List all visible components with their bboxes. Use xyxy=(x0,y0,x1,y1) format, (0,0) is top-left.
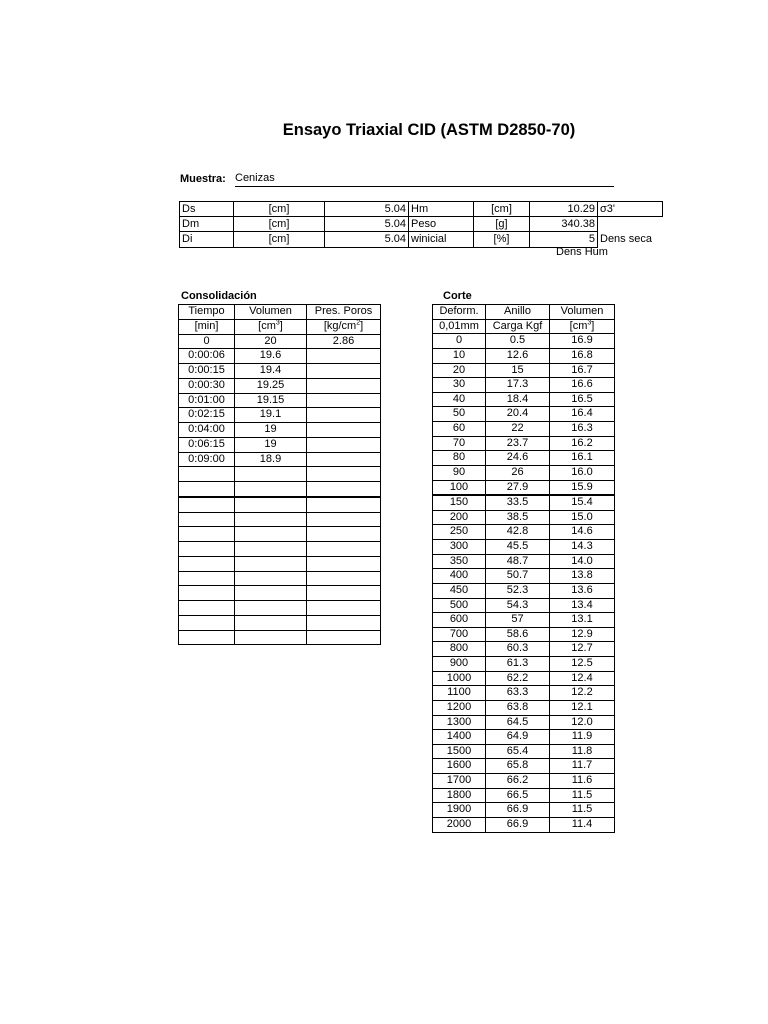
consolidacion-header-row xyxy=(179,305,381,320)
consolidacion-cell xyxy=(179,482,235,497)
corte-cell: 200 xyxy=(433,510,486,525)
corte-cell: 16.0 xyxy=(550,465,615,480)
consolidacion-cell xyxy=(307,364,381,379)
table-row xyxy=(433,540,615,555)
params-row xyxy=(180,202,663,217)
consolidacion-unit-cell: $[cm^3]$ xyxy=(235,319,307,334)
table-row xyxy=(433,744,615,759)
corte-cell: 600 xyxy=(433,613,486,628)
corte-cell: 24.6 xyxy=(486,451,550,466)
corte-cell: 12.5 xyxy=(550,657,615,672)
params-cell: [cm] xyxy=(234,217,325,232)
corte-cell: 52.3 xyxy=(486,583,550,598)
table-row xyxy=(179,512,381,527)
consolidacion-cell xyxy=(179,497,235,512)
corte-cell: 12.7 xyxy=(550,642,615,657)
consolidacion-cell xyxy=(307,393,381,408)
consolidacion-cell: 19.1 xyxy=(235,408,307,423)
params-cell: 5.04 xyxy=(325,202,409,217)
table-row xyxy=(179,630,381,645)
params-cell: [cm] xyxy=(234,202,325,217)
table-row xyxy=(433,465,615,480)
params-cell: Hm xyxy=(409,202,474,217)
corte-cell: 12.9 xyxy=(550,627,615,642)
table-row xyxy=(433,422,615,437)
corte-cell: 15.4 xyxy=(550,495,615,510)
params-cell: Dm xyxy=(180,217,234,232)
corte-cell: 400 xyxy=(433,569,486,584)
corte-cell: 60 xyxy=(433,422,486,437)
table-row xyxy=(433,583,615,598)
table-row xyxy=(179,334,381,349)
corte-cell: 1800 xyxy=(433,788,486,803)
params-row xyxy=(180,232,663,247)
corte-unit-cell: Carga Kgf xyxy=(486,319,550,334)
table-row xyxy=(433,700,615,715)
consolidacion-cell xyxy=(307,349,381,364)
corte-cell: 23.7 xyxy=(486,436,550,451)
dens-hum-label: Dens Hum xyxy=(556,246,608,258)
corte-cell: 45.5 xyxy=(486,540,550,555)
corte-cell: 450 xyxy=(433,583,486,598)
table-row xyxy=(179,452,381,467)
corte-cell: 16.7 xyxy=(550,363,615,378)
consolidacion-cell xyxy=(179,601,235,616)
consolidacion-cell xyxy=(179,586,235,601)
consolidacion-cell xyxy=(235,542,307,557)
corte-cell: 16.8 xyxy=(550,348,615,363)
consolidacion-cell xyxy=(307,423,381,438)
table-row xyxy=(433,671,615,686)
table-row xyxy=(179,615,381,630)
consolidacion-cell: 0:02:15 xyxy=(179,408,235,423)
table-row xyxy=(179,601,381,616)
corte-cell: 11.6 xyxy=(550,774,615,789)
consolidacion-cell xyxy=(179,467,235,482)
consolidacion-cell: 0:00:06 xyxy=(179,349,235,364)
corte-cell: 16.5 xyxy=(550,392,615,407)
corte-cell: 0.5 xyxy=(486,334,550,349)
consolidacion-cell xyxy=(179,512,235,527)
corte-cell: 11.9 xyxy=(550,730,615,745)
corte-cell: 20 xyxy=(433,363,486,378)
consolidacion-cell: 18.9 xyxy=(235,452,307,467)
corte-cell: 63.3 xyxy=(486,686,550,701)
consolidacion-cell xyxy=(179,630,235,645)
corte-cell: 1700 xyxy=(433,774,486,789)
consolidacion-cell: 19 xyxy=(235,437,307,452)
corte-cell: 15 xyxy=(486,363,550,378)
corte-cell: 1600 xyxy=(433,759,486,774)
table-row xyxy=(433,817,615,832)
params-cell xyxy=(598,217,663,232)
corte-cell: 65.8 xyxy=(486,759,550,774)
table-row xyxy=(433,803,615,818)
consolidacion-cell xyxy=(179,556,235,571)
corte-cell: 16.1 xyxy=(550,451,615,466)
corte-unit-cell: $[cm^3]$ xyxy=(550,319,615,334)
corte-cell: 0 xyxy=(433,334,486,349)
corte-cell: 800 xyxy=(433,642,486,657)
table-row xyxy=(179,364,381,379)
corte-cell: 65.4 xyxy=(486,744,550,759)
corte-cell: 66.5 xyxy=(486,788,550,803)
table-row xyxy=(433,657,615,672)
corte-cell: 11.7 xyxy=(550,759,615,774)
corte-units-row xyxy=(433,319,615,334)
corte-cell: 66.9 xyxy=(486,803,550,818)
page-title: Ensayo Triaxial CID (ASTM D2850-70) xyxy=(282,121,576,139)
table-row xyxy=(179,586,381,601)
table-row xyxy=(179,378,381,393)
corte-cell: 11.8 xyxy=(550,744,615,759)
table-row xyxy=(179,497,381,512)
consolidacion-cell: 0:09:00 xyxy=(179,452,235,467)
consolidacion-cell xyxy=(235,497,307,512)
corte-cell: 16.3 xyxy=(550,422,615,437)
consolidacion-cell: 19.6 xyxy=(235,349,307,364)
corte-cell: 10 xyxy=(433,348,486,363)
corte-cell: 27.9 xyxy=(486,480,550,495)
table-row xyxy=(433,495,615,510)
consolidacion-cell xyxy=(307,571,381,586)
table-row xyxy=(433,598,615,613)
table-row xyxy=(433,554,615,569)
consolidacion-cell: 0:06:15 xyxy=(179,437,235,452)
consolidacion-cell xyxy=(235,615,307,630)
table-row xyxy=(179,423,381,438)
corte-cell: 13.6 xyxy=(550,583,615,598)
consolidacion-cell xyxy=(307,512,381,527)
table-row xyxy=(433,613,615,628)
table-row xyxy=(433,334,615,349)
consolidacion-cell xyxy=(307,378,381,393)
params-cell: 5 xyxy=(530,232,598,247)
table-row xyxy=(433,642,615,657)
corte-cell: 350 xyxy=(433,554,486,569)
consolidacion-cell xyxy=(179,571,235,586)
consolidacion-cell xyxy=(235,571,307,586)
corte-cell: 16.4 xyxy=(550,407,615,422)
corte-cell: 40 xyxy=(433,392,486,407)
corte-cell: 250 xyxy=(433,525,486,540)
params-cell: Ds xyxy=(180,202,234,217)
params-cell: σ3' xyxy=(598,202,663,217)
corte-title: Corte xyxy=(443,290,472,302)
consolidacion-cell xyxy=(179,615,235,630)
consolidacion-cell xyxy=(235,512,307,527)
consolidacion-cell xyxy=(307,542,381,557)
muestra-value: Cenizas xyxy=(235,172,614,187)
corte-cell: 500 xyxy=(433,598,486,613)
table-row xyxy=(433,451,615,466)
corte-cell: 14.3 xyxy=(550,540,615,555)
consolidacion-cell: 0 xyxy=(179,334,235,349)
corte-header-row xyxy=(433,305,615,320)
table-row xyxy=(433,436,615,451)
corte-cell: 30 xyxy=(433,378,486,393)
corte-header-cell: Anillo xyxy=(486,305,550,320)
corte-cell: 11.5 xyxy=(550,788,615,803)
corte-cell: 15.9 xyxy=(550,480,615,495)
table-row xyxy=(433,686,615,701)
consolidacion-cell xyxy=(235,601,307,616)
table-row xyxy=(179,527,381,542)
table-row xyxy=(179,349,381,364)
table-row xyxy=(433,392,615,407)
table-row xyxy=(433,569,615,584)
corte-cell: 13.8 xyxy=(550,569,615,584)
corte-cell: 12.1 xyxy=(550,700,615,715)
consolidacion-cell xyxy=(179,527,235,542)
corte-cell: 50.7 xyxy=(486,569,550,584)
corte-cell: 1300 xyxy=(433,715,486,730)
corte-cell: 16.6 xyxy=(550,378,615,393)
table-row xyxy=(433,363,615,378)
corte-unit-cell: 0,01mm xyxy=(433,319,486,334)
corte-cell: 66.9 xyxy=(486,817,550,832)
consolidacion-cell: 19.15 xyxy=(235,393,307,408)
table-row xyxy=(179,437,381,452)
consolidacion-cell: 20 xyxy=(235,334,307,349)
table-row xyxy=(433,759,615,774)
consolidacion-cell: 0:01:00 xyxy=(179,393,235,408)
consolidacion-cell xyxy=(307,601,381,616)
corte-cell: 17.3 xyxy=(486,378,550,393)
corte-cell: 150 xyxy=(433,495,486,510)
consolidacion-cell xyxy=(235,556,307,571)
corte-cell: 18.4 xyxy=(486,392,550,407)
corte-table xyxy=(432,304,615,833)
consolidacion-header-cell: Volumen xyxy=(235,305,307,320)
corte-cell: 62.2 xyxy=(486,671,550,686)
corte-cell: 58.6 xyxy=(486,627,550,642)
consolidacion-cell xyxy=(235,482,307,497)
params-cell: Dens seca xyxy=(600,233,652,246)
corte-cell: 11.4 xyxy=(550,817,615,832)
corte-cell: 300 xyxy=(433,540,486,555)
consolidacion-cell: 0:04:00 xyxy=(179,423,235,438)
consolidacion-cell xyxy=(307,586,381,601)
corte-cell: 12.4 xyxy=(550,671,615,686)
corte-cell: 33.5 xyxy=(486,495,550,510)
params-cell: [cm] xyxy=(474,202,530,217)
consolidacion-cell xyxy=(307,467,381,482)
corte-cell: 80 xyxy=(433,451,486,466)
corte-cell: 64.9 xyxy=(486,730,550,745)
corte-cell: 42.8 xyxy=(486,525,550,540)
params-cell: [%] xyxy=(474,232,530,247)
params-cell: Di xyxy=(180,232,234,247)
consolidacion-cell xyxy=(307,630,381,645)
params-cell: 5.04 xyxy=(325,232,409,247)
table-row xyxy=(179,556,381,571)
consolidacion-cell: 19.4 xyxy=(235,364,307,379)
consolidacion-cell: 0:00:15 xyxy=(179,364,235,379)
params-cell: 5.04 xyxy=(325,217,409,232)
consolidacion-cell: 19.25 xyxy=(235,378,307,393)
params-cell: [g] xyxy=(474,217,530,232)
corte-cell: 15.0 xyxy=(550,510,615,525)
table-row xyxy=(179,482,381,497)
corte-cell: 66.2 xyxy=(486,774,550,789)
consolidacion-header-cell: Tiempo xyxy=(179,305,235,320)
corte-cell: 64.5 xyxy=(486,715,550,730)
table-row xyxy=(433,480,615,495)
consolidacion-header-cell: Pres. Poros xyxy=(307,305,381,320)
corte-cell: 54.3 xyxy=(486,598,550,613)
corte-cell: 14.6 xyxy=(550,525,615,540)
params-cell: 340.38 xyxy=(530,217,598,232)
corte-cell: 900 xyxy=(433,657,486,672)
params-cell: winicial xyxy=(409,232,474,247)
corte-cell: 48.7 xyxy=(486,554,550,569)
consolidacion-cell xyxy=(235,527,307,542)
consolidacion-cell xyxy=(235,630,307,645)
consolidacion-units-row xyxy=(179,319,381,334)
muestra-label: Muestra: xyxy=(180,173,226,185)
consolidacion-cell xyxy=(307,437,381,452)
params-cell: [cm] xyxy=(234,232,325,247)
consolidacion-table xyxy=(178,304,381,645)
table-row xyxy=(433,627,615,642)
corte-cell: 63.8 xyxy=(486,700,550,715)
corte-cell: 1500 xyxy=(433,744,486,759)
table-row xyxy=(179,393,381,408)
table-row xyxy=(433,730,615,745)
consolidacion-cell xyxy=(179,542,235,557)
corte-cell: 12.2 xyxy=(550,686,615,701)
consolidacion-cell xyxy=(307,452,381,467)
params-row xyxy=(180,217,663,232)
table-row xyxy=(433,788,615,803)
corte-cell: 1100 xyxy=(433,686,486,701)
params-cell: Peso xyxy=(409,217,474,232)
corte-cell: 14.0 xyxy=(550,554,615,569)
consolidacion-cell xyxy=(307,556,381,571)
table-row xyxy=(433,525,615,540)
table-row xyxy=(433,510,615,525)
corte-cell: 1200 xyxy=(433,700,486,715)
corte-cell: 2000 xyxy=(433,817,486,832)
corte-cell: 11.5 xyxy=(550,803,615,818)
consolidacion-cell: 19 xyxy=(235,423,307,438)
consolidacion-unit-cell: [min] xyxy=(179,319,235,334)
corte-cell: 26 xyxy=(486,465,550,480)
consolidacion-cell xyxy=(235,586,307,601)
table-row xyxy=(433,407,615,422)
table-row xyxy=(179,408,381,423)
corte-cell: 57 xyxy=(486,613,550,628)
consolidacion-cell xyxy=(307,408,381,423)
corte-cell: 16.9 xyxy=(550,334,615,349)
table-row xyxy=(179,571,381,586)
table-row xyxy=(179,467,381,482)
corte-cell: 16.2 xyxy=(550,436,615,451)
table-row xyxy=(179,542,381,557)
consolidacion-unit-cell: $[kg/cm^2]$ xyxy=(307,319,381,334)
corte-cell: 1400 xyxy=(433,730,486,745)
table-row xyxy=(433,774,615,789)
params-table xyxy=(179,201,663,248)
consolidacion-title: Consolidación xyxy=(181,290,257,302)
corte-cell: 22 xyxy=(486,422,550,437)
corte-cell: 100 xyxy=(433,480,486,495)
consolidacion-cell xyxy=(235,467,307,482)
corte-cell: 12.0 xyxy=(550,715,615,730)
consolidacion-cell xyxy=(307,482,381,497)
consolidacion-cell xyxy=(307,615,381,630)
corte-cell: 1900 xyxy=(433,803,486,818)
table-row xyxy=(433,378,615,393)
corte-cell: 1000 xyxy=(433,671,486,686)
corte-cell: 38.5 xyxy=(486,510,550,525)
consolidacion-cell xyxy=(307,497,381,512)
corte-header-cell: Deform. xyxy=(433,305,486,320)
consolidacion-cell: 0:00:30 xyxy=(179,378,235,393)
corte-cell: 13.1 xyxy=(550,613,615,628)
consolidacion-cell: 2.86 xyxy=(307,334,381,349)
corte-cell: 50 xyxy=(433,407,486,422)
corte-cell: 12.6 xyxy=(486,348,550,363)
consolidacion-cell xyxy=(307,527,381,542)
corte-cell: 700 xyxy=(433,627,486,642)
corte-cell: 60.3 xyxy=(486,642,550,657)
params-cell: 10.29 xyxy=(530,202,598,217)
corte-cell: 61.3 xyxy=(486,657,550,672)
corte-cell: 13.4 xyxy=(550,598,615,613)
corte-cell: 90 xyxy=(433,465,486,480)
table-row xyxy=(433,715,615,730)
corte-cell: 70 xyxy=(433,436,486,451)
corte-cell: 20.4 xyxy=(486,407,550,422)
table-row xyxy=(433,348,615,363)
corte-header-cell: Volumen xyxy=(550,305,615,320)
